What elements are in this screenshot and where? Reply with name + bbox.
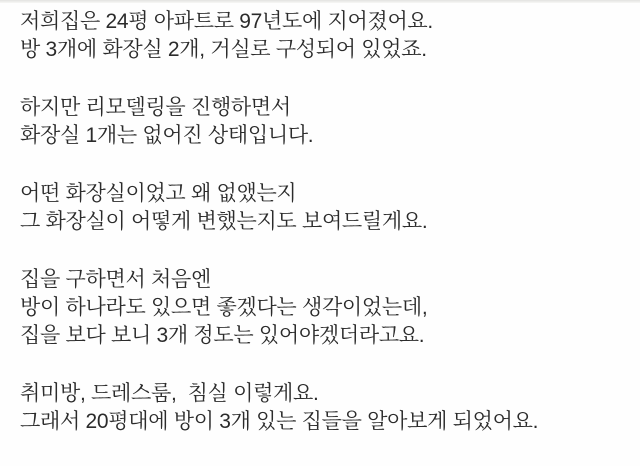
- text-line: 하지만 리모델링을 진행하면서: [20, 96, 291, 119]
- top-crop-edge: [0, 0, 640, 3]
- text-line: 집을 구하면서 처음엔: [20, 268, 211, 291]
- text-line: 그래서 20평대에 방이 3개 있는 집들을 알아보게 되었어요.: [20, 410, 539, 433]
- paragraph-bathroom: [20, 180, 630, 236]
- text-line: 방이 하나라도 있으면 좋겠다는 생각이었는데,: [20, 296, 428, 319]
- text-line: 화장실 1개는 없어진 상태입니다.: [20, 124, 314, 147]
- text-line: 방 3개에 화장실 2개, 거실로 구성되어 있었죠.: [20, 38, 427, 61]
- text-line: 저희집은 24평 아파트로 97년도에 지어졌어요.: [20, 10, 433, 33]
- paragraph-house-search: [20, 266, 630, 350]
- text-line: 그 화장실이 어떻게 변했는지도 보여드릴게요.: [20, 210, 428, 233]
- paragraph-remodel: [20, 94, 630, 150]
- text-line: 어떤 화장실이었고 왜 없앴는지: [20, 182, 297, 205]
- paragraph-intro: [20, 8, 630, 64]
- text-body: [20, 8, 630, 466]
- paragraph-rooms: [20, 380, 630, 436]
- text-line: 집을 보다 보니 3개 정도는 있어야겠더라고요.: [20, 324, 425, 347]
- text-line: 취미방, 드레스룸, 침실 이렇게요.: [20, 382, 319, 405]
